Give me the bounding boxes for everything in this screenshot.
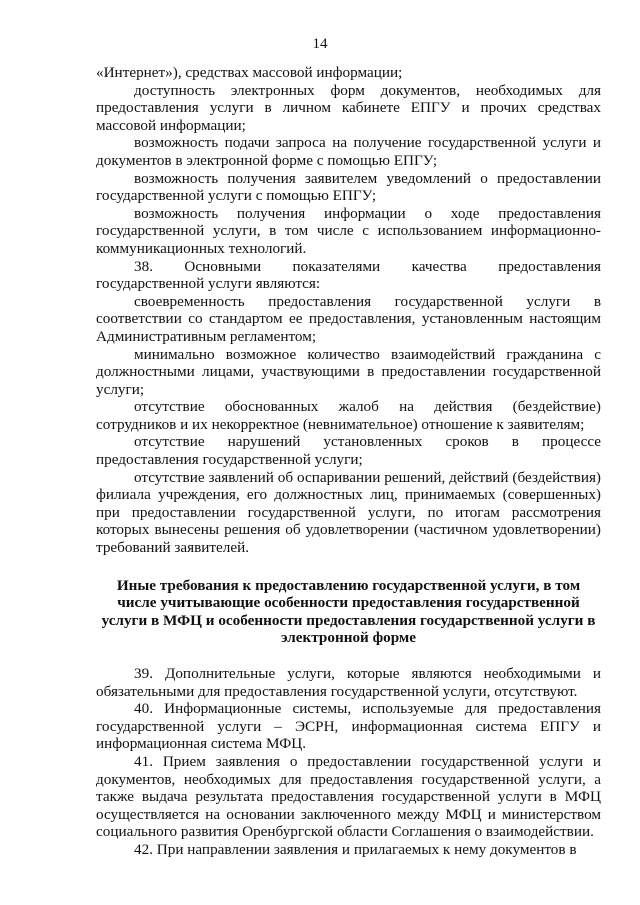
document-body <box>96 64 601 859</box>
paragraph: своевременность предоставления государственной услуги в соответствии со стандартом ее предоставления, установленным настоящим Административным регламентом; <box>96 292 601 345</box>
paragraph: «Интернет»), средствах массовой информации; <box>96 64 403 81</box>
paragraph: возможность получения информации о ходе предоставления государственной услуги, в том числе с использованием информационно-коммуникационных технологий. <box>96 204 601 257</box>
paragraph: возможность подачи запроса на получение государственной услуги и документов в электронной форме с помощью ЕПГУ; <box>96 134 601 169</box>
paragraph: отсутствие заявлений об оспаривании решений, действий (бездействия) филиала учреждения, его должностных лиц, принимаемых (совершенных) при предоставлении государственной услуги, по итогам рассмотрения которых вынесены решения об удовлетворении (частичном удовлетворении) требований заявителей. <box>96 468 601 557</box>
paragraph: 39. Дополнительные услуги, которые являются необходимыми и обязательными для предоставления государственной услуги, отсутствуют. <box>96 665 601 700</box>
paragraph: отсутствие нарушений установленных сроков в процессе предоставления государственной услуги; <box>96 433 601 469</box>
paragraph: 42. При направлении заявления и прилагаемых к нему документов в <box>134 840 577 858</box>
paragraph: доступность электронных форм документов, необходимых для предоставления услуги в личном кабинете ЕПГУ и прочих средствах массовой информации; <box>96 81 601 134</box>
paragraph: 38. Основными показателями качества предоставления государственной услуги являются: <box>96 257 601 293</box>
page-number: 14 <box>312 36 328 52</box>
paragraph: 40. Информационные системы, используемые для предоставления государственной услуги – ЭСРН, информационная система ЕПГУ и информационная система МФЦ. <box>96 700 601 753</box>
paragraph: минимально возможное количество взаимодействий гражданина с должностными лицами, участвующими в предоставлении государственной услуги; <box>96 345 601 398</box>
paragraph: 41. Прием заявления о предоставлении государственной услуги и документов, необходимых для предоставления государственной услуги, а также выдача результата предоставления государственной услуги в МФЦ осуществляется на основании заключенного между МФЦ и министерством социального развития Оренбургской области Соглашения о взаимодействии. <box>96 752 601 841</box>
paragraph: возможность получения заявителем уведомлений о предоставлении государственной услуги с помощью ЕПГУ; <box>96 169 601 205</box>
section-heading: Иные требования к предоставлению государственной услуги, в том числе учитывающие особенности предоставления государственной услуги в МФЦ и особенности предоставления государственной услуги в электронной форме <box>101 576 596 647</box>
paragraph: отсутствие обоснованных жалоб на действия (бездействие) сотрудников и их некорректное (невнимательное) отношение к заявителям; <box>96 398 601 433</box>
paragraphs-after-heading <box>96 665 601 859</box>
paragraphs-before-heading <box>96 64 601 557</box>
